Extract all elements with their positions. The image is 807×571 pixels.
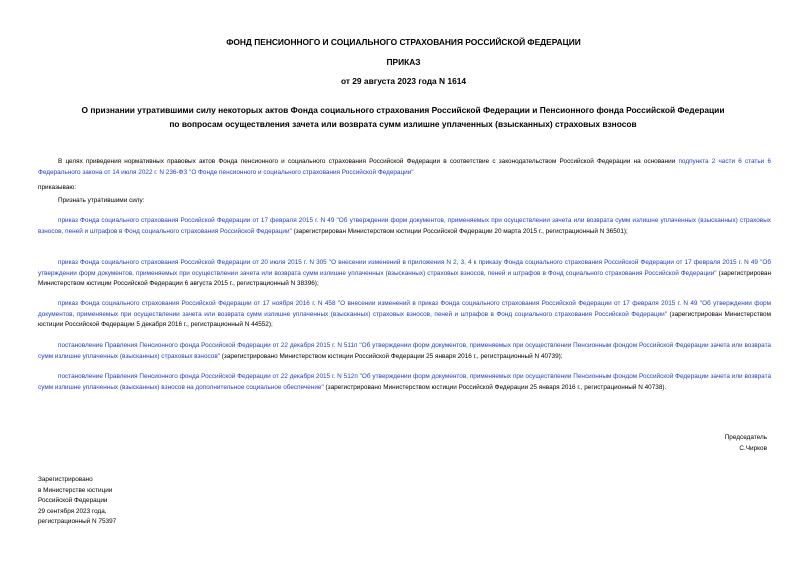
registration-line: в Министерстве юстиции: [38, 486, 113, 494]
signature-block: [725, 433, 767, 454]
intro-text: В целях приведения нормативных правовых актов Фонда пенсионного и социального страхования Российской Федерации в соответствие с законодательством Российской Федерации на основании: [58, 158, 679, 165]
item-text: (зарегистрировано Министерством юстиции Российской Федерации 25 января 2016 г., регистрационный N 40738).: [323, 383, 667, 391]
registration-line: Зарегистрировано: [38, 476, 93, 483]
registration-date: 29 сентября 2023 года,: [38, 507, 107, 515]
intro-paragraph: [38, 157, 771, 178]
item-link[interactable]: постановление Правления Пенсионного фонда Российской Федерации от 22 декабря 2015 г. N 511п "Об утверждении форм документов, применяемых при осуществлении Пенсионным фондом Российской Федерации зачета или возврата сумм излишне уплаченных (взысканных) страховых взносов": [38, 342, 771, 360]
item-link[interactable]: постановление Правления Пенсионного фонда Российской Федерации от 22 декабря 2015 г. N 512п "Об утверждении форм документов, применяемых при осуществлении Пенсионным фондом Российской Федерации зачета или возврата сумм излишне уплаченных (взысканных) взносов на дополнительное социальное обеспечение": [38, 373, 771, 391]
recognize-statement: Признать утратившими силу:: [58, 197, 145, 204]
registration-block: [38, 475, 116, 528]
list-item: [38, 341, 771, 362]
issuer-name: ФОНД ПЕНСИОННОГО И СОЦИАЛЬНОГО СТРАХОВАНИЯ РОССИЙСКОЙ ФЕДЕРАЦИИ: [226, 37, 581, 47]
registration-line: Российской Федерации: [38, 497, 108, 504]
item-text: (зарегистрирован Министерством юстиции Российской Федерации 20 марта 2015 г., регистрационный N 36501);: [291, 227, 628, 235]
item-link[interactable]: приказ Фонда социального страхования Российской Федерации от 17 февраля 2015 г. N 49 "Об утверждении форм документов, применяемых при осуществлении зачета или возврата сумм излишне уплаченных (взысканных) страховых взносов, пеней и штрафов в Фонд социального страхования Российской Федерации": [38, 217, 771, 235]
document-title: О признании утратившими силу некоторых актов Фонда социального страхования Российской Федерации и Пенсионного фонда Российской Федерации по вопросам осуществления зачета или возврата сумм излишне уплаченных (взысканных) страховых взносов: [81, 105, 725, 129]
document-date-number: от 29 августа 2023 года N 1614: [340, 76, 467, 86]
intro-law-link[interactable]: подпункта 2 части 6 статьи 6 Федерального закона от 14 июля 2022 г. N 236-ФЗ "О Фонде пенсионного и социального страхования Российской Федерации": [38, 158, 771, 176]
order-word: приказываю:: [38, 184, 76, 191]
item-text: (зарегистрировано Министерством юстиции Российской Федерации 25 января 2016 г., регистрационный N 40739);: [220, 352, 563, 360]
list-item: [38, 216, 771, 237]
item-text: (зарегистрирован Министерством юстиции Российской Федерации 5 декабря 2016 г., регистрационный N 44552);: [38, 310, 771, 328]
item-link[interactable]: приказ Фонда социального страхования Российской Федерации от 17 ноября 2016 г. N 458 "О внесении изменений в приказ Фонда социального страхования Российской Федерации от 17 февраля 2015 г. N 49 "Об утверждении форм документов, применяемых при осуществлении зачета или возврата сумм излишне уплаченных (взысканных) страховых взносов, пеней и штрафов в Фонд социального страхования Российской Федерации": [38, 300, 771, 318]
item-link[interactable]: приказ Фонда социального страхования Российской Федерации от 20 июля 2015 г. N 305 "О внесении изменений в приложения N 2, 3, 4 к приказу Фонда социального страхования Российской Федерации от 17 февраля 2015 г. N 49 "Об утверждении форм документов, применяемых при осуществлении зачета или возврата сумм излишне уплаченных (взысканных) страховых взносов, пеней и штрафов в Фонд социального страхования Российской Федерации": [38, 259, 771, 277]
list-item: [38, 372, 771, 393]
signatory-position: Председатель: [724, 434, 767, 441]
list-item: [38, 299, 771, 331]
signatory-name: С.Чирков: [739, 444, 767, 452]
item-text: (зарегистрирован Министерством юстиции Российской Федерации 6 августа 2015 г., регистрационный N 38396);: [38, 269, 771, 287]
registration-number: регистрационный N 75397: [38, 518, 117, 525]
document-type: ПРИКАЗ: [386, 57, 421, 67]
list-item: [38, 258, 771, 290]
